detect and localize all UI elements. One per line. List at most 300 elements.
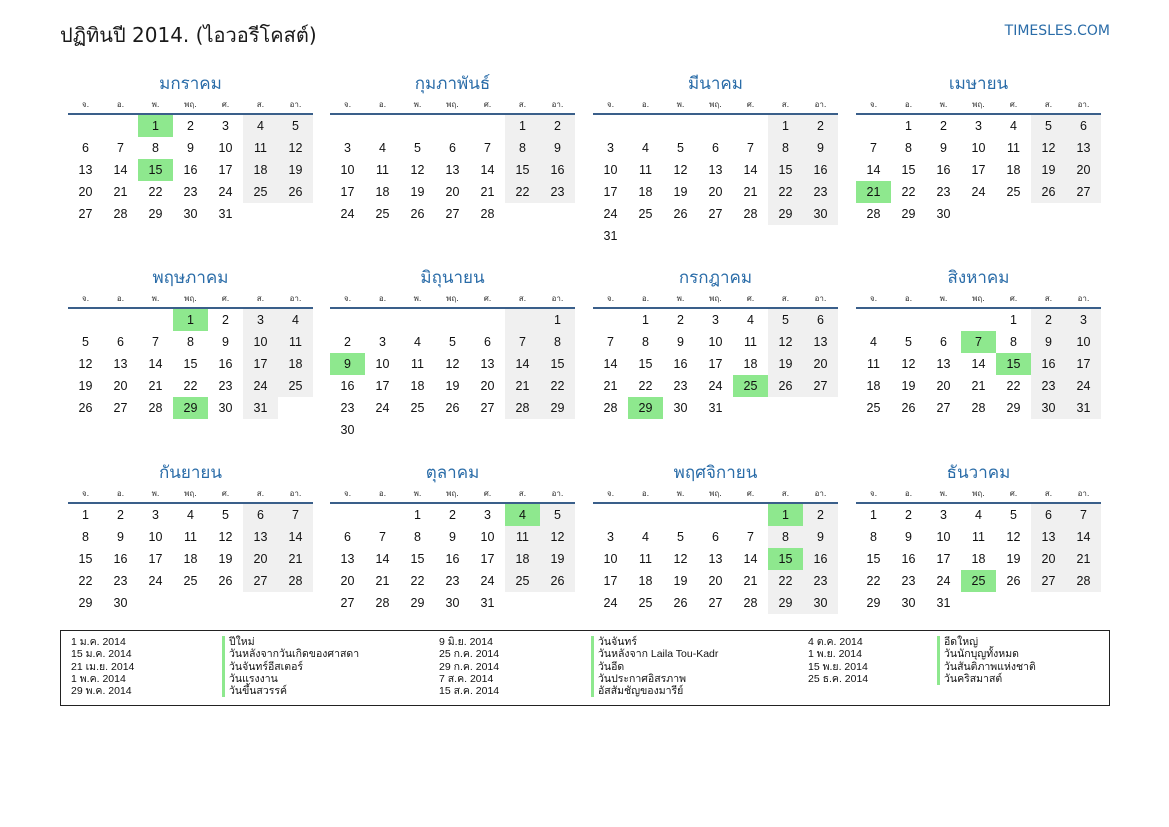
day-cell[interactable]: 7 [747,530,754,544]
day-cell[interactable]: 26 [410,207,425,221]
day-cell[interactable]: 14 [278,526,313,548]
day-cell[interactable]: 18 [505,548,540,570]
day-cell[interactable]: 26 [1031,181,1066,203]
day-cell[interactable]: 5 [414,141,421,155]
day-cell[interactable]: 2 [677,313,684,327]
day-cell[interactable]: 15 [638,357,653,371]
day-cell[interactable]: 20 [708,574,723,588]
day-cell[interactable]: 9 [940,141,947,155]
day-cell[interactable]: 6 [117,335,124,349]
day-cell[interactable]: 21 [375,574,390,588]
day-cell[interactable]: 20 [78,185,93,199]
day-cell[interactable]: 6 [940,335,947,349]
day-cell[interactable]: 24 [148,574,163,588]
day-cell[interactable]: 3 [243,309,278,331]
day-cell[interactable]: 25 [243,181,278,203]
day-cell[interactable]: 15 [768,548,803,570]
day-cell[interactable]: 8 [82,530,89,544]
day-cell[interactable]: 28 [480,207,495,221]
day-cell[interactable]: 4 [505,504,540,526]
day-cell[interactable]: 23 [803,570,838,592]
day-cell[interactable]: 5 [540,504,575,526]
day-cell[interactable]: 24 [243,375,278,397]
day-cell[interactable]: 20 [1066,159,1101,181]
day-cell[interactable]: 18 [971,552,986,566]
day-cell[interactable]: 1 [642,313,649,327]
day-cell[interactable]: 3 [607,530,614,544]
day-cell[interactable]: 21 [971,379,986,393]
day-cell[interactable]: 1 [768,115,803,137]
day-cell[interactable]: 20 [243,548,278,570]
day-cell[interactable]: 11 [639,552,652,566]
day-cell[interactable]: 1 [870,508,877,522]
day-cell[interactable]: 29 [78,596,93,610]
day-cell[interactable]: 21 [480,185,495,199]
day-cell[interactable]: 23 [673,379,688,393]
day-cell[interactable]: 20 [803,353,838,375]
day-cell[interactable]: 27 [445,207,460,221]
day-cell[interactable]: 15 [996,353,1031,375]
day-cell[interactable]: 4 [870,335,877,349]
day-cell[interactable]: 22 [1006,379,1021,393]
day-cell[interactable]: 26 [901,401,916,415]
day-cell[interactable]: 23 [445,574,460,588]
day-cell[interactable]: 8 [187,335,194,349]
day-cell[interactable]: 10 [148,530,163,544]
day-cell[interactable]: 1 [505,115,540,137]
day-cell[interactable]: 11 [184,530,197,544]
day-cell[interactable]: 12 [540,526,575,548]
day-cell[interactable]: 14 [480,163,495,177]
day-cell[interactable]: 8 [505,137,540,159]
day-cell[interactable]: 15 [138,159,173,181]
day-cell[interactable]: 14 [971,357,986,371]
day-cell[interactable]: 6 [82,141,89,155]
day-cell[interactable]: 25 [961,570,996,592]
day-cell[interactable]: 21 [856,181,891,203]
day-cell[interactable]: 16 [936,163,951,177]
day-cell[interactable]: 16 [1031,353,1066,375]
day-cell[interactable]: 12 [673,163,688,177]
day-cell[interactable]: 13 [708,552,723,566]
day-cell[interactable]: 10 [218,141,233,155]
day-cell[interactable]: 14 [743,163,758,177]
day-cell[interactable]: 24 [375,401,390,415]
day-cell[interactable]: 14 [148,357,163,371]
day-cell[interactable]: 19 [78,379,93,393]
day-cell[interactable]: 28 [278,570,313,592]
day-cell[interactable]: 17 [243,353,278,375]
day-cell[interactable]: 30 [673,401,688,415]
day-cell[interactable]: 7 [379,530,386,544]
day-cell[interactable]: 9 [677,335,684,349]
day-cell[interactable]: 7 [505,331,540,353]
day-cell[interactable]: 19 [445,379,460,393]
day-cell[interactable]: 1 [414,508,421,522]
day-cell[interactable]: 5 [222,508,229,522]
day-cell[interactable]: 11 [505,526,540,548]
day-cell[interactable]: 14 [375,552,390,566]
day-cell[interactable]: 1 [768,504,803,526]
day-cell[interactable]: 6 [344,530,351,544]
day-cell[interactable]: 13 [936,357,951,371]
day-cell[interactable]: 15 [183,357,198,371]
day-cell[interactable]: 23 [183,185,198,199]
day-cell[interactable]: 9 [1031,331,1066,353]
day-cell[interactable]: 15 [768,159,803,181]
day-cell[interactable]: 9 [222,335,229,349]
day-cell[interactable]: 3 [940,508,947,522]
day-cell[interactable]: 18 [743,357,758,371]
day-cell[interactable]: 14 [1066,526,1101,548]
day-cell[interactable]: 24 [1066,375,1101,397]
day-cell[interactable]: 8 [152,141,159,155]
day-cell[interactable]: 13 [1031,526,1066,548]
day-cell[interactable]: 17 [1066,353,1101,375]
day-cell[interactable]: 31 [603,229,618,243]
day-cell[interactable]: 24 [603,207,618,221]
day-cell[interactable]: 31 [1066,397,1101,419]
day-cell[interactable]: 24 [971,185,986,199]
day-cell[interactable]: 2 [344,335,351,349]
day-cell[interactable]: 16 [901,552,916,566]
day-cell[interactable]: 20 [445,185,460,199]
day-cell[interactable]: 21 [148,379,163,393]
day-cell[interactable]: 10 [971,141,986,155]
day-cell[interactable]: 20 [708,185,723,199]
day-cell[interactable]: 30 [936,207,951,221]
day-cell[interactable]: 7 [278,504,313,526]
day-cell[interactable]: 1 [82,508,89,522]
day-cell[interactable]: 17 [936,552,951,566]
day-cell[interactable]: 23 [803,181,838,203]
day-cell[interactable]: 28 [1066,570,1101,592]
day-cell[interactable]: 4 [642,141,649,155]
day-cell[interactable]: 5 [1031,115,1066,137]
day-cell[interactable]: 19 [218,552,233,566]
day-cell[interactable]: 24 [936,574,951,588]
day-cell[interactable]: 10 [708,335,723,349]
day-cell[interactable]: 19 [901,379,916,393]
day-cell[interactable]: 7 [152,335,159,349]
day-cell[interactable]: 16 [540,159,575,181]
day-cell[interactable]: 27 [708,596,723,610]
day-cell[interactable]: 17 [218,163,233,177]
day-cell[interactable]: 5 [768,309,803,331]
day-cell[interactable]: 11 [243,137,278,159]
day-cell[interactable]: 28 [375,596,390,610]
day-cell[interactable]: 9 [540,137,575,159]
day-cell[interactable]: 29 [1006,401,1021,415]
day-cell[interactable]: 31 [218,207,233,221]
day-cell[interactable]: 14 [603,357,618,371]
day-cell[interactable]: 3 [484,508,491,522]
day-cell[interactable]: 25 [733,375,768,397]
day-cell[interactable]: 29 [540,397,575,419]
day-cell[interactable]: 8 [642,335,649,349]
day-cell[interactable]: 3 [975,119,982,133]
day-cell[interactable]: 13 [340,552,355,566]
day-cell[interactable]: 22 [183,379,198,393]
day-cell[interactable]: 9 [905,530,912,544]
day-cell[interactable]: 21 [743,185,758,199]
day-cell[interactable]: 8 [905,141,912,155]
day-cell[interactable]: 2 [940,119,947,133]
day-cell[interactable]: 20 [1031,548,1066,570]
day-cell[interactable]: 9 [187,141,194,155]
site-link[interactable]: TIMESLES.COM [1004,23,1110,39]
day-cell[interactable]: 8 [414,530,421,544]
day-cell[interactable]: 21 [113,185,128,199]
day-cell[interactable]: 29 [768,592,803,614]
day-cell[interactable]: 18 [638,185,653,199]
day-cell[interactable]: 10 [603,163,618,177]
day-cell[interactable]: 29 [410,596,425,610]
day-cell[interactable]: 16 [340,379,355,393]
day-cell[interactable]: 12 [1006,530,1021,544]
day-cell[interactable]: 26 [1006,574,1021,588]
day-cell[interactable]: 12 [768,331,803,353]
day-cell[interactable]: 13 [243,526,278,548]
day-cell[interactable]: 17 [148,552,163,566]
day-cell[interactable]: 30 [803,203,838,225]
day-cell[interactable]: 9 [330,353,365,375]
day-cell[interactable]: 30 [803,592,838,614]
day-cell[interactable]: 2 [1031,309,1066,331]
day-cell[interactable]: 25 [505,570,540,592]
day-cell[interactable]: 23 [901,574,916,588]
day-cell[interactable]: 3 [152,508,159,522]
day-cell[interactable]: 30 [901,596,916,610]
day-cell[interactable]: 12 [278,137,313,159]
day-cell[interactable]: 13 [708,163,723,177]
day-cell[interactable]: 24 [218,185,233,199]
day-cell[interactable]: 22 [78,574,93,588]
day-cell[interactable]: 13 [113,357,128,371]
day-cell[interactable]: 24 [480,574,495,588]
day-cell[interactable]: 28 [971,401,986,415]
day-cell[interactable]: 3 [712,313,719,327]
day-cell[interactable]: 15 [78,552,93,566]
day-cell[interactable]: 17 [603,574,618,588]
day-cell[interactable]: 18 [375,185,390,199]
day-cell[interactable]: 12 [673,552,688,566]
day-cell[interactable]: 22 [768,181,803,203]
day-cell[interactable]: 30 [218,401,233,415]
day-cell[interactable]: 8 [768,137,803,159]
day-cell[interactable]: 27 [936,401,951,415]
day-cell[interactable]: 3 [1066,309,1101,331]
day-cell[interactable]: 11 [278,331,313,353]
day-cell[interactable]: 23 [113,574,128,588]
day-cell[interactable]: 8 [540,331,575,353]
day-cell[interactable]: 8 [768,526,803,548]
day-cell[interactable]: 29 [148,207,163,221]
day-cell[interactable]: 2 [803,115,838,137]
day-cell[interactable]: 28 [743,207,758,221]
day-cell[interactable]: 15 [866,552,881,566]
day-cell[interactable]: 22 [540,375,575,397]
day-cell[interactable]: 4 [414,335,421,349]
day-cell[interactable]: 18 [1006,163,1021,177]
day-cell[interactable]: 27 [243,570,278,592]
day-cell[interactable]: 27 [340,596,355,610]
day-cell[interactable]: 13 [480,357,495,371]
day-cell[interactable]: 18 [278,353,313,375]
day-cell[interactable]: 27 [803,375,838,397]
day-cell[interactable]: 6 [449,141,456,155]
day-cell[interactable]: 16 [445,552,460,566]
day-cell[interactable]: 24 [340,207,355,221]
day-cell[interactable]: 1 [138,115,173,137]
day-cell[interactable]: 16 [803,548,838,570]
day-cell[interactable]: 16 [113,552,128,566]
day-cell[interactable]: 25 [638,596,653,610]
day-cell[interactable]: 20 [340,574,355,588]
day-cell[interactable]: 6 [712,141,719,155]
day-cell[interactable]: 5 [278,115,313,137]
day-cell[interactable]: 12 [218,530,233,544]
day-cell[interactable]: 11 [376,163,389,177]
day-cell[interactable]: 3 [344,141,351,155]
day-cell[interactable]: 10 [936,530,951,544]
day-cell[interactable]: 6 [1066,115,1101,137]
day-cell[interactable]: 23 [1031,375,1066,397]
day-cell[interactable]: 8 [870,530,877,544]
day-cell[interactable]: 2 [540,115,575,137]
day-cell[interactable]: 5 [905,335,912,349]
day-cell[interactable]: 18 [866,379,881,393]
day-cell[interactable]: 6 [712,530,719,544]
day-cell[interactable]: 1 [540,309,575,331]
day-cell[interactable]: 2 [449,508,456,522]
day-cell[interactable]: 14 [113,163,128,177]
day-cell[interactable]: 24 [708,379,723,393]
day-cell[interactable]: 26 [673,207,688,221]
day-cell[interactable]: 7 [117,141,124,155]
day-cell[interactable]: 4 [642,530,649,544]
day-cell[interactable]: 25 [278,375,313,397]
day-cell[interactable]: 11 [867,357,880,371]
day-cell[interactable]: 6 [803,309,838,331]
day-cell[interactable]: 19 [410,185,425,199]
day-cell[interactable]: 26 [673,596,688,610]
day-cell[interactable]: 21 [1066,548,1101,570]
day-cell[interactable]: 8 [1010,335,1017,349]
day-cell[interactable]: 7 [484,141,491,155]
day-cell[interactable]: 4 [379,141,386,155]
day-cell[interactable]: 30 [1031,397,1066,419]
day-cell[interactable]: 5 [1010,508,1017,522]
day-cell[interactable]: 11 [639,163,652,177]
day-cell[interactable]: 22 [768,570,803,592]
day-cell[interactable]: 19 [673,185,688,199]
day-cell[interactable]: 16 [183,163,198,177]
day-cell[interactable]: 15 [505,159,540,181]
day-cell[interactable]: 11 [1007,141,1020,155]
day-cell[interactable]: 7 [1066,504,1101,526]
day-cell[interactable]: 11 [972,530,985,544]
day-cell[interactable]: 25 [375,207,390,221]
day-cell[interactable]: 30 [183,207,198,221]
day-cell[interactable]: 30 [445,596,460,610]
day-cell[interactable]: 17 [708,357,723,371]
day-cell[interactable]: 25 [638,207,653,221]
day-cell[interactable]: 29 [768,203,803,225]
day-cell[interactable]: 31 [708,401,723,415]
day-cell[interactable]: 25 [410,401,425,415]
day-cell[interactable]: 15 [540,353,575,375]
day-cell[interactable]: 10 [603,552,618,566]
day-cell[interactable]: 6 [484,335,491,349]
day-cell[interactable]: 21 [505,375,540,397]
day-cell[interactable]: 2 [905,508,912,522]
day-cell[interactable]: 9 [117,530,124,544]
day-cell[interactable]: 12 [901,357,916,371]
day-cell[interactable]: 2 [117,508,124,522]
day-cell[interactable]: 25 [866,401,881,415]
day-cell[interactable]: 28 [505,397,540,419]
day-cell[interactable]: 11 [744,335,757,349]
day-cell[interactable]: 27 [78,207,93,221]
day-cell[interactable]: 12 [78,357,93,371]
day-cell[interactable]: 20 [936,379,951,393]
day-cell[interactable]: 9 [803,137,838,159]
day-cell[interactable]: 27 [708,207,723,221]
day-cell[interactable]: 10 [243,331,278,353]
day-cell[interactable]: 2 [803,504,838,526]
day-cell[interactable]: 29 [628,397,663,419]
day-cell[interactable]: 29 [901,207,916,221]
day-cell[interactable]: 28 [866,207,881,221]
day-cell[interactable]: 22 [638,379,653,393]
day-cell[interactable]: 18 [638,574,653,588]
day-cell[interactable]: 27 [113,401,128,415]
day-cell[interactable]: 23 [340,401,355,415]
day-cell[interactable]: 3 [379,335,386,349]
day-cell[interactable]: 10 [1066,331,1101,353]
day-cell[interactable]: 20 [480,379,495,393]
day-cell[interactable]: 4 [187,508,194,522]
day-cell[interactable]: 27 [1031,570,1066,592]
day-cell[interactable]: 10 [375,357,390,371]
day-cell[interactable]: 1 [1010,313,1017,327]
day-cell[interactable]: 27 [1066,181,1101,203]
day-cell[interactable]: 31 [936,596,951,610]
day-cell[interactable]: 3 [222,119,229,133]
day-cell[interactable]: 7 [870,141,877,155]
day-cell[interactable]: 17 [340,185,355,199]
day-cell[interactable]: 15 [901,163,916,177]
day-cell[interactable]: 12 [410,163,425,177]
day-cell[interactable]: 5 [677,141,684,155]
day-cell[interactable]: 4 [975,508,982,522]
day-cell[interactable]: 14 [505,353,540,375]
day-cell[interactable]: 25 [183,574,198,588]
day-cell[interactable]: 9 [803,526,838,548]
day-cell[interactable]: 27 [480,401,495,415]
day-cell[interactable]: 4 [278,309,313,331]
day-cell[interactable]: 29 [173,397,208,419]
day-cell[interactable]: 23 [540,181,575,203]
day-cell[interactable]: 17 [603,185,618,199]
day-cell[interactable]: 20 [113,379,128,393]
day-cell[interactable]: 28 [148,401,163,415]
day-cell[interactable]: 30 [113,596,128,610]
day-cell[interactable]: 28 [743,596,758,610]
day-cell[interactable]: 14 [743,552,758,566]
day-cell[interactable]: 17 [971,163,986,177]
